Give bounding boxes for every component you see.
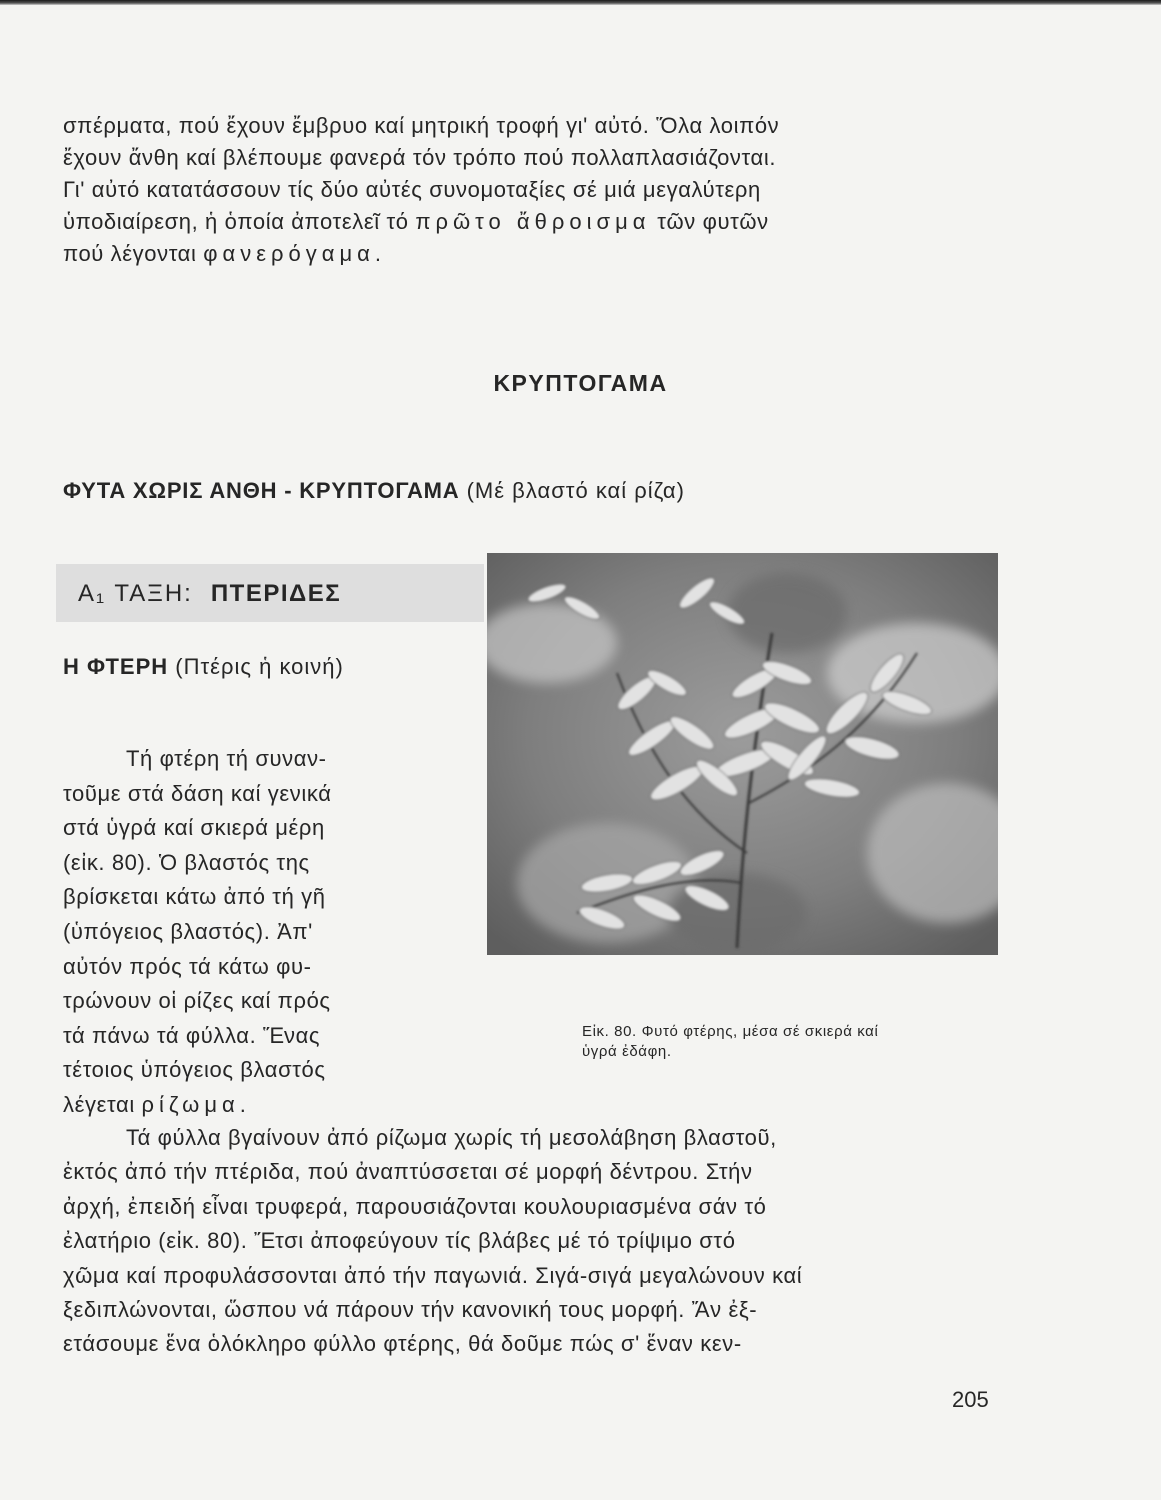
column-line-5: βρίσκεται κάτω ἀπό τή γῆ: [63, 884, 326, 910]
column-line-8: τρώνουν οἱ ρίζες καί πρός: [63, 988, 331, 1014]
column-line-11-prefix: λέγεται: [63, 1091, 135, 1117]
fronds-paragraph: [63, 1121, 802, 1362]
intro-line-2: ἔχουν ἄνθη καί βλέπουμε φανερά τόν τρόπο πού πολλαπλασιάζονται.: [63, 145, 777, 170]
section-heading-text: ΚΡΥΠΤΟΓΑΜΑ: [493, 370, 668, 396]
subheading-normal: (Μέ βλαστό καί ρίζα): [466, 478, 685, 503]
caption-line-2: ὑγρά ἐδάφη.: [582, 1043, 672, 1060]
fern-photo-image: [487, 553, 998, 955]
fern-description-column: [63, 742, 443, 1123]
class-prefix: Α₁ ΤΑΞΗ:: [78, 580, 193, 607]
fern-photo: [487, 553, 998, 955]
fronds-line-7: ετάσουμε ἕνα ὁλόκληρο φύλλο φτέρης, θά δοῦμε πώς σ' ἕναν κεν-: [63, 1331, 742, 1357]
intro-line-4: [63, 206, 779, 238]
column-line-9: τά πάνω τά φύλλα. Ἕνας: [63, 1022, 321, 1048]
column-line-10: τέτοιος ὑπόγειος βλαστός: [63, 1057, 326, 1083]
intro-line-5-prefix: πού λέγονται: [63, 241, 197, 266]
species-name: Η ΦΤΕΡΗ: [63, 654, 169, 679]
subheading: [63, 478, 685, 504]
column-line-11-emphasis: ρίζωμα.: [141, 1091, 251, 1117]
column-line-4: (εἰκ. 80). Ὁ βλαστός της: [63, 849, 310, 875]
caption-line-1: Εἰκ. 80. Φυτό φτέρης, μέσα σέ σκιερά καί: [582, 1023, 879, 1040]
fronds-line-3: ἀρχή, ἐπειδή εἶναι τρυφερά, παρουσιάζονται κουλουριασμένα σάν τό: [63, 1193, 767, 1219]
fronds-line-6: ξεδιπλώνονται, ὥσπου νά πάρουν τήν κανονική τους μορφή. Ἄν ἐξ-: [63, 1297, 758, 1323]
intro-paragraph: [63, 110, 779, 270]
class-label: [78, 580, 341, 608]
subheading-bold: ΦΥΤΑ ΧΩΡΙΣ ΑΝΘΗ - ΚΡΥΠΤΟΓΑΜΑ: [63, 478, 460, 503]
intro-line-4-suffix: τῶν φυτῶν: [657, 209, 769, 234]
intro-line-3: Γι' αὐτό κατατάσσουν τίς δύο αὐτές συνομοταξίες σέ μιά μεγαλύτερη: [63, 177, 761, 202]
column-line-2: τοῦμε στά δάση καί γενικά: [63, 780, 332, 806]
intro-line-4-prefix: ὑποδιαίρεση, ἡ ὁποία ἀποτελεῖ τό: [63, 209, 409, 234]
section-heading: [0, 370, 1161, 397]
figure-caption: [582, 1022, 1012, 1062]
column-line-3: στά ὑγρά καί σκιερά μέρη: [63, 815, 325, 841]
column-line-1: Τή φτέρη τή συναν-: [126, 746, 327, 771]
page-number: 205: [952, 1387, 989, 1412]
fronds-line-4: ἐλατήριο (εἰκ. 80). Ἔτσι ἀποφεύγουν τίς βλάβες μέ τό τρίψιμο στό: [63, 1228, 736, 1254]
species-latin: (Πτέρις ἡ κοινή): [175, 654, 344, 679]
intro-line-5-emphasis: φανερόγαμα.: [203, 241, 386, 266]
column-line-11: [63, 1088, 443, 1123]
fronds-line-1: Τά φύλλα βγαίνουν ἀπό ρίζωμα χωρίς τή μεσολάβηση βλαστοῦ,: [126, 1125, 777, 1150]
page-top-edge: [0, 0, 1161, 5]
intro-line-4-emphasis: πρῶτο ἄθροισμα: [415, 209, 651, 234]
intro-line-5: [63, 238, 779, 270]
class-name: ΠΤΕΡΙΔΕΣ: [210, 580, 342, 607]
column-line-7: αὐτόν πρός τά κάτω φυ-: [63, 953, 312, 979]
column-line-6: (ὑπόγειος βλαστός). Ἀπ': [63, 918, 313, 944]
class-band: [56, 564, 484, 622]
fronds-line-5: χῶμα καί προφυλάσσονται ἀπό τήν παγωνιά. Σιγά-σιγά μεγαλώνουν καί: [63, 1262, 803, 1288]
intro-line-1: σπέρματα, πού ἔχουν ἔμβρυο καί μητρική τροφή γι' αὐτό. Ὅλα λοιπόν: [63, 113, 780, 138]
species-heading: [63, 654, 344, 680]
fronds-line-2: ἐκτός ἀπό τήν πτέριδα, πού ἀναπτύσσεται σέ μορφή δέντρου. Στήν: [63, 1159, 753, 1185]
